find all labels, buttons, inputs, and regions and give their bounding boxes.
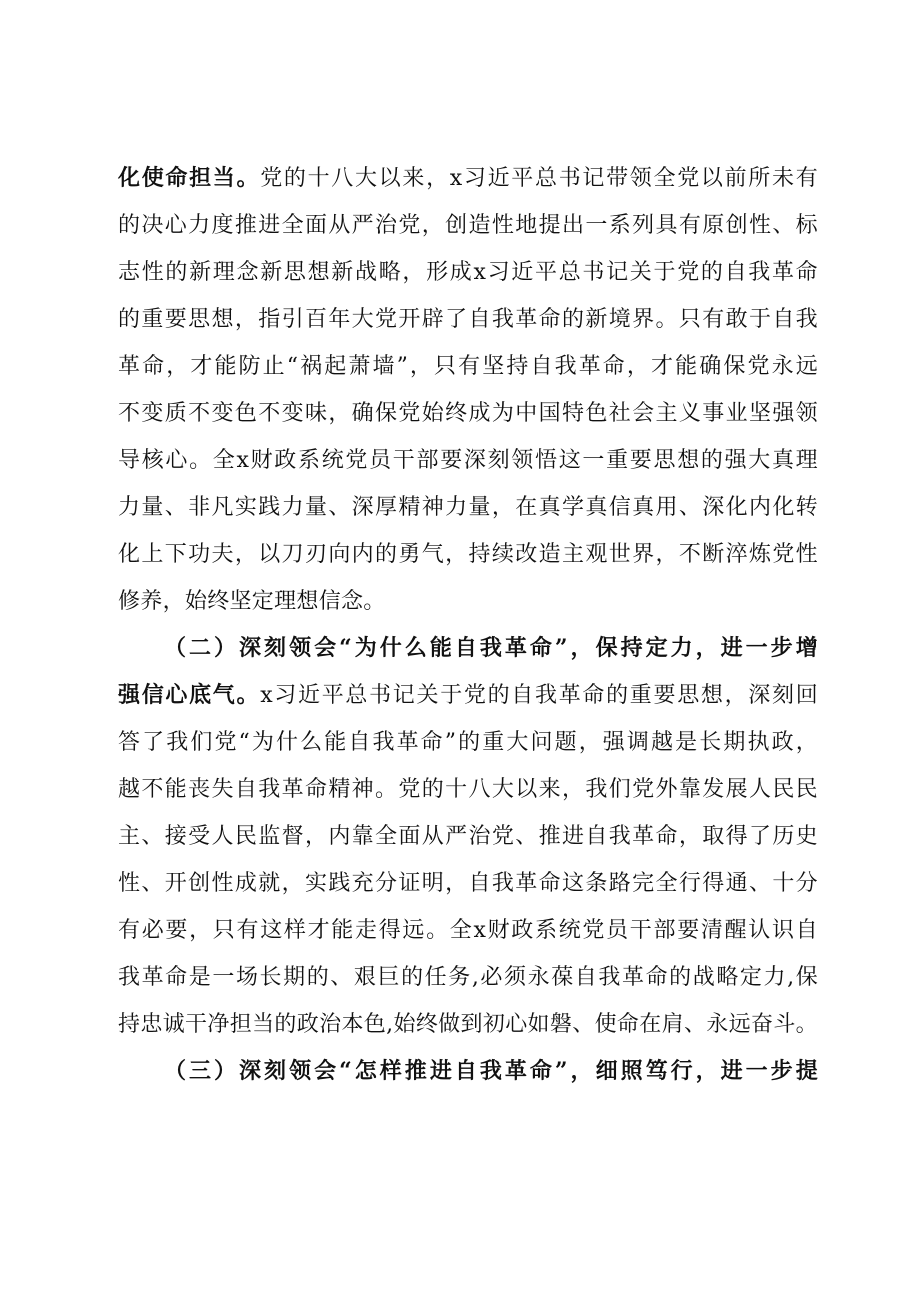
body-text: 导核心。全x财政系统党员干部要深刻领悟这一重要思想的强大真理: [118, 448, 818, 473]
section-heading: （二）深刻领会“为什么能自我革命”，保持定力，进一步增: [164, 635, 818, 661]
body-text: x习近平总书记关于党的自我革命的重要思想，深刻回: [260, 683, 818, 708]
body-text: 化上下功夫，以刀刃向内的勇气，持续改造主观世界，不断淬炼党性: [118, 542, 818, 567]
text-line: [118, 531, 818, 578]
body-text: 革命，才能防止“祸起萧墙”，只有坚持自我革命，才能确保党永远: [118, 354, 818, 379]
text-line: [118, 155, 818, 202]
text-line: [118, 390, 818, 437]
text-line: [118, 484, 818, 531]
paragraph-3: [118, 1048, 818, 1095]
text-line: [118, 1001, 818, 1048]
text-line: [118, 719, 818, 766]
text-line: [118, 766, 818, 813]
bold-heading-text: 化使命担当。: [118, 165, 261, 191]
body-text: 答了我们党“为什么能自我革命”的重大问题，强调越是长期执政，: [118, 730, 818, 755]
body-text: 不变质不变色不变味，确保党始终成为中国特色社会主义事业坚强领: [118, 401, 818, 426]
text-line: [118, 202, 818, 249]
body-text: 有必要，只有这样才能走得远。全x财政系统党员干部要清醒认识自: [118, 918, 818, 943]
body-text: 的重要思想，指引百年大党开辟了自我革命的新境界。只有敢于自我: [118, 307, 818, 332]
body-text: 修养，始终坚定理想信念。: [118, 589, 386, 614]
text-line: [118, 672, 818, 719]
body-text: 持忠诚干净担当的政治本色,始终做到初心如磐、使命在肩、永远奋斗。: [118, 1012, 818, 1037]
body-text: 我革命是一场长期的、艰巨的任务,必须永葆自我革命的战略定力,保: [118, 965, 818, 990]
text-line: [118, 437, 818, 484]
body-text: 性、开创性成就，实践充分证明，自我革命这条路完全行得通、十分: [118, 871, 818, 896]
body-text: 主、接受人民监督，内靠全面从严治党、推进自我革命，取得了历史: [118, 824, 818, 849]
section-heading: （三）深刻领会“怎样推进自我革命”，细照笃行，进一步提: [164, 1058, 818, 1084]
body-text: 志性的新理念新思想新战略，形成x习近平总书记关于党的自我革命: [118, 260, 818, 285]
section-heading-line: [118, 1048, 818, 1095]
text-line: [118, 249, 818, 296]
body-text: 的决心力度推进全面从严治党，创造性地提出一系列具有原创性、标: [118, 213, 818, 238]
section-heading-line: [118, 625, 818, 672]
paragraph-1: [118, 155, 818, 625]
text-line: [118, 907, 818, 954]
body-text: 越不能丧失自我革命精神。党的十八大以来，我们党外靠发展人民民: [118, 777, 818, 802]
text-line: [118, 296, 818, 343]
body-text: 党的十八大以来，x习近平总书记带领全党以前所未有: [260, 166, 818, 191]
text-line: [118, 860, 818, 907]
text-line: [118, 578, 818, 625]
paragraph-2: [118, 625, 818, 1048]
text-line: [118, 954, 818, 1001]
body-text: 力量、非凡实践力量、深厚精神力量，在真学真信真用、深化内化转: [118, 495, 818, 520]
bold-heading-text: 强信心底气。: [118, 682, 261, 708]
document-page: [118, 155, 818, 1095]
text-line: [118, 343, 818, 390]
text-line: [118, 813, 818, 860]
